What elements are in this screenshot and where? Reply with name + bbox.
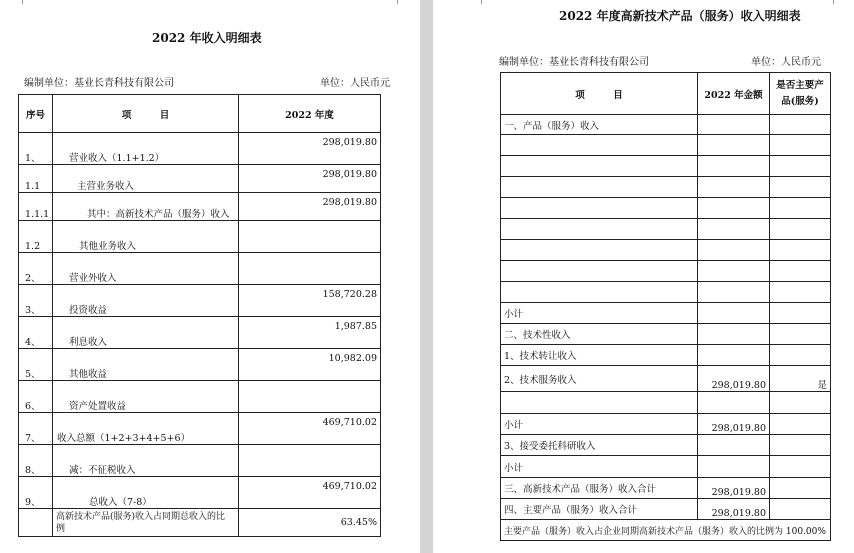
table-row [501, 261, 831, 282]
row-seq: 5、 [19, 349, 53, 381]
table-row [501, 324, 831, 345]
right-currency: 单位：人民币元 [751, 57, 821, 68]
left-title: 2022 年收入明细表 [152, 31, 262, 45]
row-item: 一、产品（服务）收入 [501, 115, 698, 135]
row-amount [698, 345, 770, 366]
row-amount [698, 115, 770, 135]
ratio-seq-cell [19, 509, 53, 537]
row-item [501, 156, 698, 177]
right-product-income-table [500, 72, 831, 541]
row-main-product [770, 240, 831, 261]
table-row [501, 345, 831, 366]
row-item: 利息收入 [53, 317, 239, 349]
col-header-item: 项 目 [53, 95, 239, 133]
table-row [501, 177, 831, 198]
row-main-product [770, 261, 831, 282]
ratio-value: 63.45% [239, 509, 381, 537]
row-amount: 298,019.80 [698, 478, 770, 499]
table-row [501, 282, 831, 303]
row-main-product [770, 282, 831, 303]
row-amount: 298,019.80 [698, 414, 770, 435]
table-row [19, 253, 381, 285]
row-amount [698, 240, 770, 261]
row-main-product [770, 478, 831, 499]
row-main-product [770, 156, 831, 177]
document-page-left [0, 0, 420, 553]
row-value: 158,720.28 [239, 285, 381, 317]
row-item: 3、接受委托科研收入 [501, 435, 698, 456]
table-row [19, 221, 381, 253]
row-value [239, 253, 381, 285]
row-main-product [770, 115, 831, 135]
row-value: 10,982.09 [239, 349, 381, 381]
row-item: 三、高新技术产品（服务）收入合计 [501, 478, 698, 499]
col-header-seq: 序号 [19, 95, 53, 133]
row-item [501, 135, 698, 156]
table-row [501, 478, 831, 499]
row-item: 减：不征税收入 [53, 445, 239, 477]
row-main-product: 是 [770, 366, 831, 392]
table-row [501, 198, 831, 219]
ratio-label: 高新技术产品(服务)收入占同期总收入的比 例 [53, 509, 239, 537]
row-value [239, 221, 381, 253]
row-amount [698, 135, 770, 156]
row-seq: 6、 [19, 381, 53, 413]
row-amount [698, 198, 770, 219]
table-row [501, 219, 831, 240]
row-amount [698, 156, 770, 177]
row-item: 营业外收入 [53, 253, 239, 285]
row-main-product [770, 456, 831, 478]
row-seq: 4、 [19, 317, 53, 349]
row-seq: 3、 [19, 285, 53, 317]
row-value [239, 445, 381, 477]
row-item [501, 282, 698, 303]
row-item: 营业收入（1.1+1.2） [53, 133, 239, 165]
row-main-product [770, 499, 831, 520]
row-amount [698, 435, 770, 456]
col-header-amount: 2022 年金额 [698, 73, 770, 115]
left-company: 编制单位：基业长青科技有限公司 [24, 78, 174, 89]
row-main-product [770, 392, 831, 414]
left-income-table [18, 94, 381, 537]
row-amount [698, 392, 770, 414]
row-item: 其中：高新技术产品（服务）收入 [53, 193, 239, 221]
col-header-value: 2022 年度 [239, 95, 381, 133]
row-item: 收入总额（1+2+3+4+5+6） [53, 413, 239, 445]
row-item: 2、技术服务收入 [501, 366, 698, 392]
row-amount [698, 177, 770, 198]
row-item: 其他业务收入 [53, 221, 239, 253]
left-currency: 单位：人民币元 [320, 78, 390, 89]
table-row [19, 381, 381, 413]
row-item [501, 177, 698, 198]
row-amount [698, 261, 770, 282]
page-corner-mark [833, 0, 842, 4]
right-company: 编制单位：基业长青科技有限公司 [499, 57, 649, 68]
page-corner-mark [473, 0, 482, 4]
table-row [501, 135, 831, 156]
row-value: 1,987.85 [239, 317, 381, 349]
row-amount [698, 324, 770, 345]
table-row [501, 156, 831, 177]
row-main-product [770, 135, 831, 156]
table-row [501, 366, 831, 392]
table-row [501, 414, 831, 435]
table-row [19, 133, 381, 165]
table-row [501, 499, 831, 520]
row-amount [698, 456, 770, 478]
table-row [501, 240, 831, 261]
row-seq: 1.2 [19, 221, 53, 253]
row-item: 总收入（7-8） [53, 477, 239, 509]
table-row [501, 303, 831, 324]
table-row [501, 435, 831, 456]
row-item: 四、主要产品（服务）收入合计 [501, 499, 698, 520]
row-item [501, 198, 698, 219]
row-amount [698, 282, 770, 303]
row-seq: 7、 [19, 413, 53, 445]
row-value: 469,710.02 [239, 477, 381, 509]
table-row [19, 413, 381, 445]
row-amount: 298,019.80 [698, 366, 770, 392]
row-item: 二、技术性收入 [501, 324, 698, 345]
row-item: 小计 [501, 303, 698, 324]
row-item [501, 240, 698, 261]
document-page-right [433, 0, 854, 553]
row-item [501, 392, 698, 414]
row-item: 小计 [501, 456, 698, 478]
row-seq: 1、 [19, 133, 53, 165]
right-title: 2022 年度高新技术产品（服务）收入明细表 [559, 9, 801, 23]
row-amount: 298,019.80 [698, 499, 770, 520]
table-row [19, 477, 381, 509]
page-corner-mark [397, 0, 406, 4]
row-item: 投资收益 [53, 285, 239, 317]
page-corner-mark [14, 0, 23, 4]
table-row [501, 392, 831, 414]
table-row [19, 317, 381, 349]
col-header-item: 项 目 [501, 73, 698, 115]
table-row [501, 456, 831, 478]
row-value [239, 381, 381, 413]
row-value: 298,019.80 [239, 193, 381, 221]
row-amount [698, 303, 770, 324]
row-main-product [770, 345, 831, 366]
table-row [501, 115, 831, 135]
row-item [501, 219, 698, 240]
row-seq: 8、 [19, 445, 53, 477]
row-item: 主营业务收入 [53, 165, 239, 193]
row-seq: 2、 [19, 253, 53, 285]
row-seq: 1.1 [19, 165, 53, 193]
row-item: 其他收益 [53, 349, 239, 381]
row-main-product [770, 435, 831, 456]
row-item: 1、技术转让收入 [501, 345, 698, 366]
row-value: 298,019.80 [239, 133, 381, 165]
main-product-ratio: 主要产品（服务）收入占企业同期高新技术产品（服务）收入的比例为 100.00% [501, 520, 831, 541]
row-value: 298,019.80 [239, 165, 381, 193]
table-row [19, 193, 381, 221]
col-header-main-product: 是否主要产 品(服务) [770, 73, 831, 115]
table-row [19, 445, 381, 477]
row-main-product [770, 219, 831, 240]
table-row [19, 165, 381, 193]
row-item: 小计 [501, 414, 698, 435]
row-seq: 9、 [19, 477, 53, 509]
row-main-product [770, 303, 831, 324]
row-value: 469,710.02 [239, 413, 381, 445]
row-main-product [770, 324, 831, 345]
row-item [501, 261, 698, 282]
row-main-product [770, 414, 831, 435]
table-row [19, 285, 381, 317]
row-item: 资产处置收益 [53, 381, 239, 413]
row-main-product [770, 177, 831, 198]
table-row [19, 349, 381, 381]
row-main-product [770, 198, 831, 219]
row-seq: 1.1.1 [19, 193, 53, 221]
row-amount [698, 219, 770, 240]
